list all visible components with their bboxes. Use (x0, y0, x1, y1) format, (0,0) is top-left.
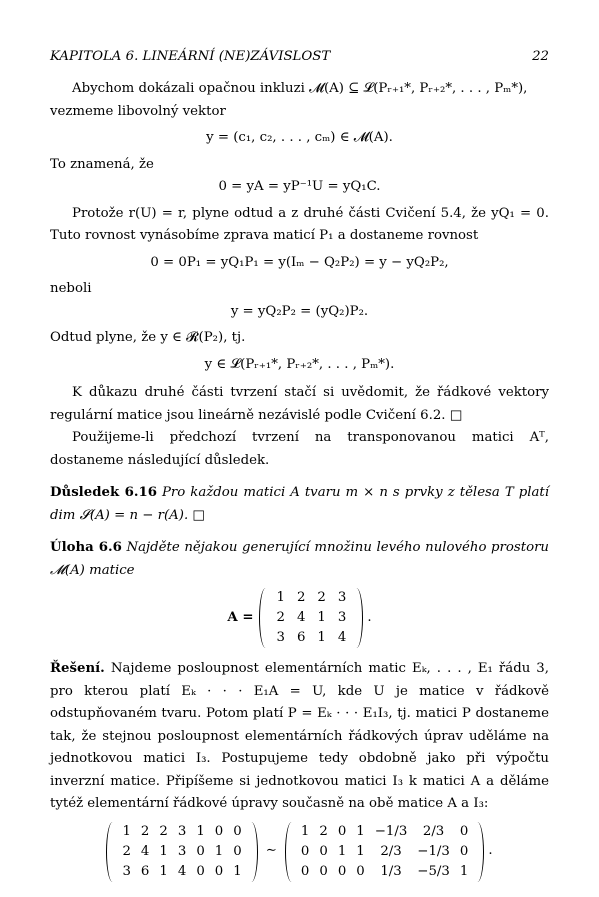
matrix-cell: 1 (276, 590, 285, 605)
matrix-cell: 0 (196, 843, 205, 859)
matrix-row (270, 628, 352, 648)
matrix-cell: −1/3 (374, 823, 408, 839)
paragraph-2: To znamená, že (50, 156, 154, 172)
matrix-cell: 0 (459, 823, 469, 839)
matrix-cell: 1 (356, 823, 365, 839)
task-text: Najděte nějakou generující množinu levého nulového prostoru 𝓜(A) matice (50, 540, 549, 578)
matrix-cell: 0 (337, 863, 347, 879)
matrix-cell: 4 (296, 610, 306, 625)
matrix-cell: 3 (177, 823, 187, 839)
right-paren (247, 822, 258, 882)
matrix-cell: 2 (276, 610, 285, 625)
right-paren (473, 822, 484, 882)
matrix-row (296, 842, 473, 862)
equation-1: y = (c₁, c₂, . . . , cₘ) ∈ 𝓜(A). (206, 130, 393, 145)
paragraph-4: neboli (50, 281, 92, 296)
paragraph-7: Použijeme-li předchozí tvrzení na transponovanou matici Aᵀ, dostaneme následující důsledek. (50, 430, 549, 468)
matrix-left-table (117, 822, 246, 882)
paragraph-3: Protože r(U) = r, plyne odtud a z druhé části Cvičení 5.4, že yQ₁ = 0. Tuto rovnost vynásobíme zprava maticí P₁ a dostaneme rovnost (50, 205, 549, 243)
matrix-cell: 1 (317, 610, 326, 625)
matrix-cell: 4 (337, 630, 347, 645)
matrix-cell: 3 (122, 863, 131, 879)
paragraph-1-line-2: vezmeme libovolný vektor (50, 103, 226, 119)
right-paren (352, 588, 363, 648)
matrix-a-table (270, 588, 352, 648)
matrix-cell: 1 (317, 630, 326, 645)
solution (50, 658, 549, 816)
matrix-cell: 2 (159, 823, 168, 839)
period: . (367, 609, 372, 625)
matrix-cell: 1 (459, 863, 469, 879)
corollary (50, 482, 549, 527)
left-paren (106, 822, 117, 882)
matrix-reduction-display (50, 822, 549, 882)
matrix-cell: 2 (319, 823, 328, 839)
matrix-cell: 1 (122, 823, 131, 839)
task-title: Úloha 6.6 (50, 540, 122, 555)
matrix-cell: 3 (337, 590, 347, 605)
matrix-cell: 1 (337, 843, 347, 859)
left-paren (259, 588, 270, 648)
matrix-cell: 0 (196, 863, 205, 879)
page-number: 22 (532, 49, 549, 64)
matrix-cell: 6 (296, 630, 306, 645)
matrix-a-display (50, 588, 549, 648)
matrix-cell: 2 (296, 590, 306, 605)
sim-symbol: ∼ (265, 843, 277, 859)
matrix-cell: 2/3 (380, 843, 402, 859)
matrix-cell: 0 (459, 843, 469, 859)
solution-text: Najdeme posloupnost elementárních matic Eₖ, . . . , E₁ řádu 3, pro kterou platí Eₖ · · · E₁A = U, kde U je matice v řádkově odstupňovaném tvaru. Potom platí P = Eₖ · · · E₁I₃, tj. matici P dostaneme tak, že stejnou posloupnost elementárních řádkových úprav uděláme na jednotkovou matici I₃. Postupujeme tedy obdobně jako při výpočtu inverzní matice. Připíšeme si jednotkovou matici I₃ k matici A a děláme tytéž elementární řádkové úpravy současně na obě matice A a I₃: (50, 661, 549, 811)
matrix-cell: 0 (214, 863, 224, 879)
page (50, 46, 549, 888)
matrix-cell: 1 (300, 823, 310, 839)
matrix-row (117, 862, 246, 882)
period: . (488, 843, 493, 859)
solution-title: Řešení. (50, 661, 105, 676)
matrix-row (117, 822, 246, 842)
paragraph-5: Odtud plyne, že y ∈ 𝓡(P₂), tj. (50, 330, 246, 345)
equation-4: y = yQ₂P₂ = (yQ₂)P₂. (230, 303, 369, 319)
matrix-cell: 1 (233, 863, 242, 879)
matrix-cell: 3 (177, 843, 187, 859)
matrix-cell: 2 (122, 843, 131, 859)
matrix-row (270, 608, 352, 628)
matrix-cell: 2/3 (422, 823, 445, 839)
matrix-right-table (296, 822, 473, 882)
left-paren (285, 822, 296, 882)
matrix-cell: 0 (233, 843, 242, 859)
matrix-cell: 2 (317, 590, 326, 605)
matrix-cell: 1 (159, 863, 168, 879)
matrix-cell: 0 (319, 863, 328, 879)
running-header (50, 46, 549, 70)
matrix-row (270, 588, 352, 608)
matrix-a (259, 588, 363, 648)
matrix-cell: 6 (140, 863, 150, 879)
matrix-row (296, 862, 473, 882)
matrix-row (117, 842, 246, 862)
matrix-cell: 0 (319, 843, 328, 859)
matrix-cell: 4 (140, 843, 150, 859)
equation-5: y ∈ 𝓛(Pᵣ₊₁*, Pᵣ₊₂*, . . . , Pₘ*). (204, 356, 395, 372)
matrix-cell: 4 (177, 863, 187, 879)
matrix-cell: 0 (233, 823, 242, 839)
matrix-cell: 3 (276, 630, 285, 645)
matrix-augmented-right (285, 822, 484, 882)
matrix-cell: −1/3 (417, 843, 450, 859)
matrix-cell: 1/3 (380, 863, 402, 879)
corollary-title: Důsledek 6.16 (50, 485, 157, 500)
matrix-cell: 1 (159, 843, 168, 859)
matrix-label: A = (227, 609, 254, 625)
chapter-title: KAPITOLA 6. LINEÁRNÍ (NE)ZÁVISLOST (50, 49, 331, 64)
matrix-cell: 0 (300, 863, 310, 879)
task (50, 537, 549, 582)
equation-2: 0 = yA = yP⁻¹U = yQ₁C. (218, 179, 381, 194)
matrix-cell: 3 (337, 610, 347, 625)
matrix-cell: −5/3 (417, 863, 450, 879)
paragraph-6: K důkazu druhé části tvrzení stačí si uvědomit, že řádkové vektory regulární matice jsou lineárně nezávislé podle Cvičení 6.2. □ (50, 385, 549, 423)
matrix-cell: 0 (300, 843, 310, 859)
matrix-cell: 0 (337, 823, 347, 839)
matrix-cell: 1 (196, 823, 205, 839)
matrix-augmented-left (106, 822, 257, 882)
matrix-cell: 1 (356, 843, 365, 859)
matrix-cell: 2 (140, 823, 150, 839)
corollary-text: Pro každou matici A tvaru m × n s prvky z tělesa T platí dim 𝓢(A) = n − r(A). □ (50, 485, 549, 523)
matrix-cell: 1 (214, 843, 224, 859)
equation-3: 0 = 0P₁ = yQ₁P₁ = y(Iₘ − Q₂P₂) = y − yQ₂P₂, (150, 254, 449, 270)
matrix-cell: 0 (356, 863, 365, 879)
matrix-row (296, 822, 473, 842)
matrix-cell: 0 (214, 823, 224, 839)
paragraph-1-line-1: Abychom dokázali opačnou inkluzi 𝓜(A) ⊆ 𝓛(Pᵣ₊₁*, Pᵣ₊₂*, . . . , Pₘ*), (72, 81, 528, 96)
